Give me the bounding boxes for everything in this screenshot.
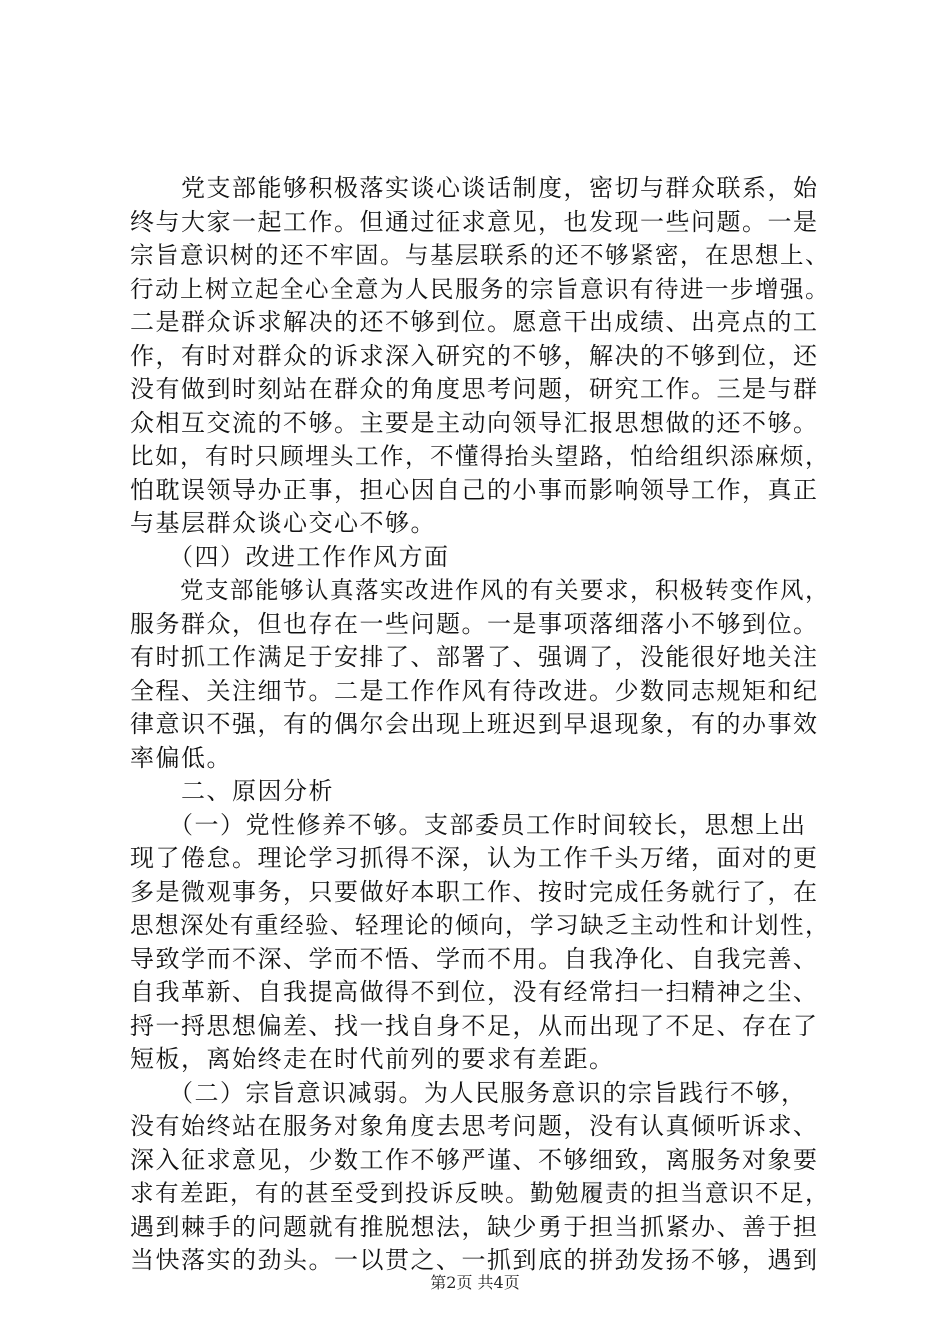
text-line: 没有始终站在服务对象角度去思考问题，没有认真倾听诉求、 (130, 1112, 819, 1140)
text-line: （二）宗旨意识减弱。为人民服务意识的宗旨践行不够， (130, 1078, 807, 1107)
text-line: 全程、关注细节。二是工作作风有待改进。少数同志规矩和纪 (130, 676, 819, 705)
text-line: 行动上树立起全心全意为人民服务的宗旨意识有待进一步增强。 (130, 274, 830, 303)
text-line: 遇到棘手的问题就有推脱想法，缺少勇于担当抓紧办、善于担 (130, 1212, 819, 1241)
text-line: 服务群众，但也存在一些问题。一是事项落细落小不够到位。 (130, 609, 819, 638)
page-footer: 第2页 共4页 (430, 1273, 520, 1292)
text-line: 有时抓工作满足于安排了、部署了、强调了，没能很好地关注 (130, 643, 819, 671)
text-line: 比如，有时只顾埋头工作，不懂得抬头望路，怕给组织添麻烦， (130, 442, 830, 470)
text-line: 求有差距，有的甚至受到投诉反映。勤勉履责的担当意识不足， (130, 1179, 830, 1207)
text-line: （一）党性修养不够。支部委员工作时间较长，思想上出 (130, 810, 807, 839)
text-line: 宗旨意识树的还不牢固。与基层联系的还不够紧密，在思想上、 (130, 241, 830, 269)
text-line: 律意识不强，有的偶尔会出现上班迟到早退现象，有的办事效 (130, 710, 819, 738)
text-line: 率偏低。 (130, 743, 232, 772)
text-line: 党支部能够认真落实改进作风的有关要求，积极转变作风， (130, 576, 830, 604)
text-line: 二、原因分析 (130, 777, 334, 805)
text-line: （四）改进工作作风方面 (130, 542, 450, 571)
text-line: 捋一捋思想偏差、找一找自身不足，从而出现了不足、存在了 (130, 1011, 819, 1040)
text-line: 自我革新、自我提高做得不到位，没有经常扫一扫精神之尘、 (130, 978, 819, 1006)
text-line: 党支部能够积极落实谈心谈话制度，密切与群众联系，始 (130, 174, 819, 202)
text-line: 思想深处有重经验、轻理论的倾向，学习缺乏主动性和计划性， (130, 911, 830, 939)
text-line: 二是群众诉求解决的还不够到位。愿意干出成绩、出亮点的工 (130, 308, 819, 336)
text-line: 多是微观事务，只要做好本职工作、按时完成任务就行了，在 (130, 877, 819, 906)
text-line: 短板，离始终走在时代前列的要求有差距。 (130, 1045, 615, 1073)
text-line: 导致学而不深、学而不悟、学而不用。自我净化、自我完善、 (130, 944, 819, 973)
text-line: 现了倦怠。理论学习抓得不深，认为工作千头万绪，面对的更 (130, 844, 819, 872)
text-line: 深入征求意见，少数工作不够严谨、不够细致，离服务对象要 (130, 1145, 819, 1174)
text-line: 怕耽误领导办正事，担心因自己的小事而影响领导工作，真正 (130, 475, 819, 504)
text-line: 终与大家一起工作。但通过征求意见，也发现一些问题。一是 (130, 207, 819, 236)
body-text (130, 172, 840, 1278)
text-line: 作，有时对群众的诉求深入研究的不够，解决的不够到位，还 (130, 341, 819, 370)
text-line: 没有做到时刻站在群众的角度思考问题，研究工作。三是与群 (130, 375, 819, 403)
text-line: 与基层群众谈心交心不够。 (130, 509, 436, 537)
text-line: 当快落实的劲头。一以贯之、一抓到底的拼劲发扬不够，遇到 (130, 1246, 819, 1274)
text-line: 众相互交流的不够。主要是主动向领导汇报思想做的还不够。 (130, 408, 819, 437)
